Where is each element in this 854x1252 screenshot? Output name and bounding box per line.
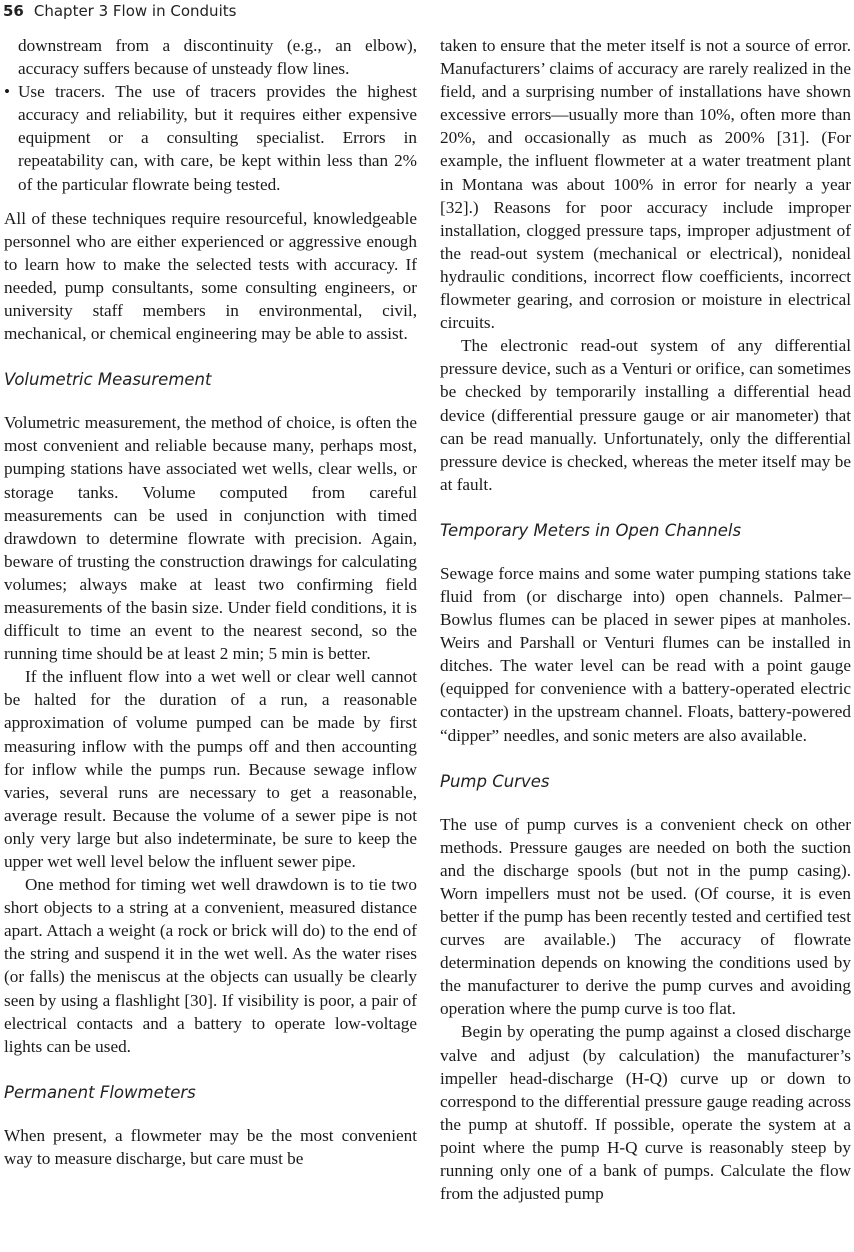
bullet-item-tracers xyxy=(4,80,417,195)
section-heading-volumetric: Volumetric Measurement xyxy=(4,370,212,390)
section-heading-permanent: Permanent Flowmeters xyxy=(4,1082,196,1102)
paragraph: taken to ensure that the meter itself is not a source of error. Manufacturers’ claims of accuracy are rarely realized in the field, and a surprising number of installations have shown excessive errors—usually more than 10%, often more than 20%, and occasionally as much as 200% [31]. (For example, the influent flowmeter at a water treatment plant in Montana was about 100% in error for nearly a year [32].) Reasons for poor accuracy include improper installation, clogged pressure taps, improper adjustment of the read-out system (mechanical or electrical), nonideal hydraulic conditions, incorrect flow coefficients, incorrect flowmeter gearing, and corrosion or moisture in electrical circuits. xyxy=(440,36,851,333)
chapter-title: Chapter 3 Flow in Conduits xyxy=(33,2,237,20)
paragraph: Volumetric measurement, the method of choice, is often the most convenient and reliable because many, perhaps most, pumping stations have associated wet wells, clear wells, or storage tanks. Volume computed from careful measurements can be used in conjunction with timed drawdown to determine flowrate with precision. Again, beware of trusting the construction drawings for calculating volumes; always make at least two confirming field measurements of the basin size. Under field conditions, it is difficult to time an event to the nearest second, so the running time should be at least 2 min; 5 min is better. xyxy=(4,413,417,664)
page-number: 56 xyxy=(3,2,24,20)
paragraph: The electronic read-out system of any differential pressure device, such as a Venturi or orifice, can sometimes be checked by temporarily installing a differential head device (differential pressure gauge or air manometer) that can be read manually. Unfortunately, only the differential pressure device is checked, whereas the meter itself may be at fault. xyxy=(440,336,851,494)
bullet-continuation: downstream from a discontinuity (e.g., an elbow), accuracy suffers because of unsteady flow lines. xyxy=(18,36,417,79)
section-heading-temporary: Temporary Meters in Open Channels xyxy=(440,520,742,540)
right-column xyxy=(440,34,851,1205)
running-head xyxy=(3,2,236,20)
left-column xyxy=(4,34,417,1170)
paragraph: One method for timing wet well drawdown is to tie two short objects to a string at a convenient, measured distance apart. Attach a weight (a rock or brick will do) to the end of the string and suspend it in the wet well. As the water rises (or falls) the meniscus at the objects can usually be clearly seen by using a flashlight [30]. If visibility is poor, a pair of electrical contacts and a battery to operate low-voltage lights can be used. xyxy=(4,875,417,1056)
section-heading-pump-curves: Pump Curves xyxy=(440,771,550,791)
paragraph: Begin by operating the pump against a closed discharge valve and adjust (by calculation) the manufacturer’s impeller head-discharge (H-Q) curve up or down to correspond to the differential pressure gauge reading across the pump at shutoff. If possible, operate the system at a point where the pump H-Q curve is reasonably steep by running only one of a bank of pumps. Calculate the flow from the adjusted pump xyxy=(440,1022,851,1204)
paragraph: The use of pump curves is a convenient check on other methods. Pressure gauges are needed on both the suction and the discharge spools (but not in the pump casing). Worn impellers must not be used. (Of course, it is even better if the pump has been recently tested and certified test curves are available.) The accuracy of flowrate determination depends on knowing the conditions used by the manufacturer to derive the pump curves and avoiding operation where the pump curve is too flat. xyxy=(440,814,851,1019)
paragraph: Sewage force mains and some water pumping stations take fluid from (or discharge into) open channels. Palmer–Bowlus flumes can be placed in sewer pipes at manholes. Weirs and Parshall or Venturi flumes can be installed in ditches. The water level can be read with a point gauge (equipped for convenience with a battery-operated electric contacter) in the upstream channel. Floats, battery-powered “dipper” needles, and sonic meters are also available. xyxy=(440,563,851,745)
paragraph: When present, a flowmeter may be the most convenient way to measure discharge, but care must be xyxy=(4,1125,417,1168)
bullet-text: Use tracers. The use of tracers provides the highest accuracy and reliability, but it requires either expensive equipment or a consulting specialist. Errors in repeatability can, with care, be kept within less than 2% of the particular flowrate being tested. xyxy=(18,82,417,194)
paragraph: If the influent flow into a wet well or clear well cannot be halted for the duration of a run, a reasonable approximation of volume pumped can be made by first measuring inflow with the pumps off and then accounting for inflow while the pumps run. Because sewage inflow varies, several runs are necessary to get a reasonable, average result. Because the volume of a sewer pipe is not only very large but also indeterminate, be sure to keep the upper wet well level below the influent sewer pipe. xyxy=(4,667,417,871)
bullet-icon: • xyxy=(4,82,11,102)
paragraph: All of these techniques require resourceful, knowledgeable personnel who are either experienced or aggressive enough to learn how to make the selected tests with accuracy. If needed, pump consultants, some consulting engineers, or university staff members in environmental, civil, mechanical, or chemical engineering may be able to assist. xyxy=(4,208,417,344)
